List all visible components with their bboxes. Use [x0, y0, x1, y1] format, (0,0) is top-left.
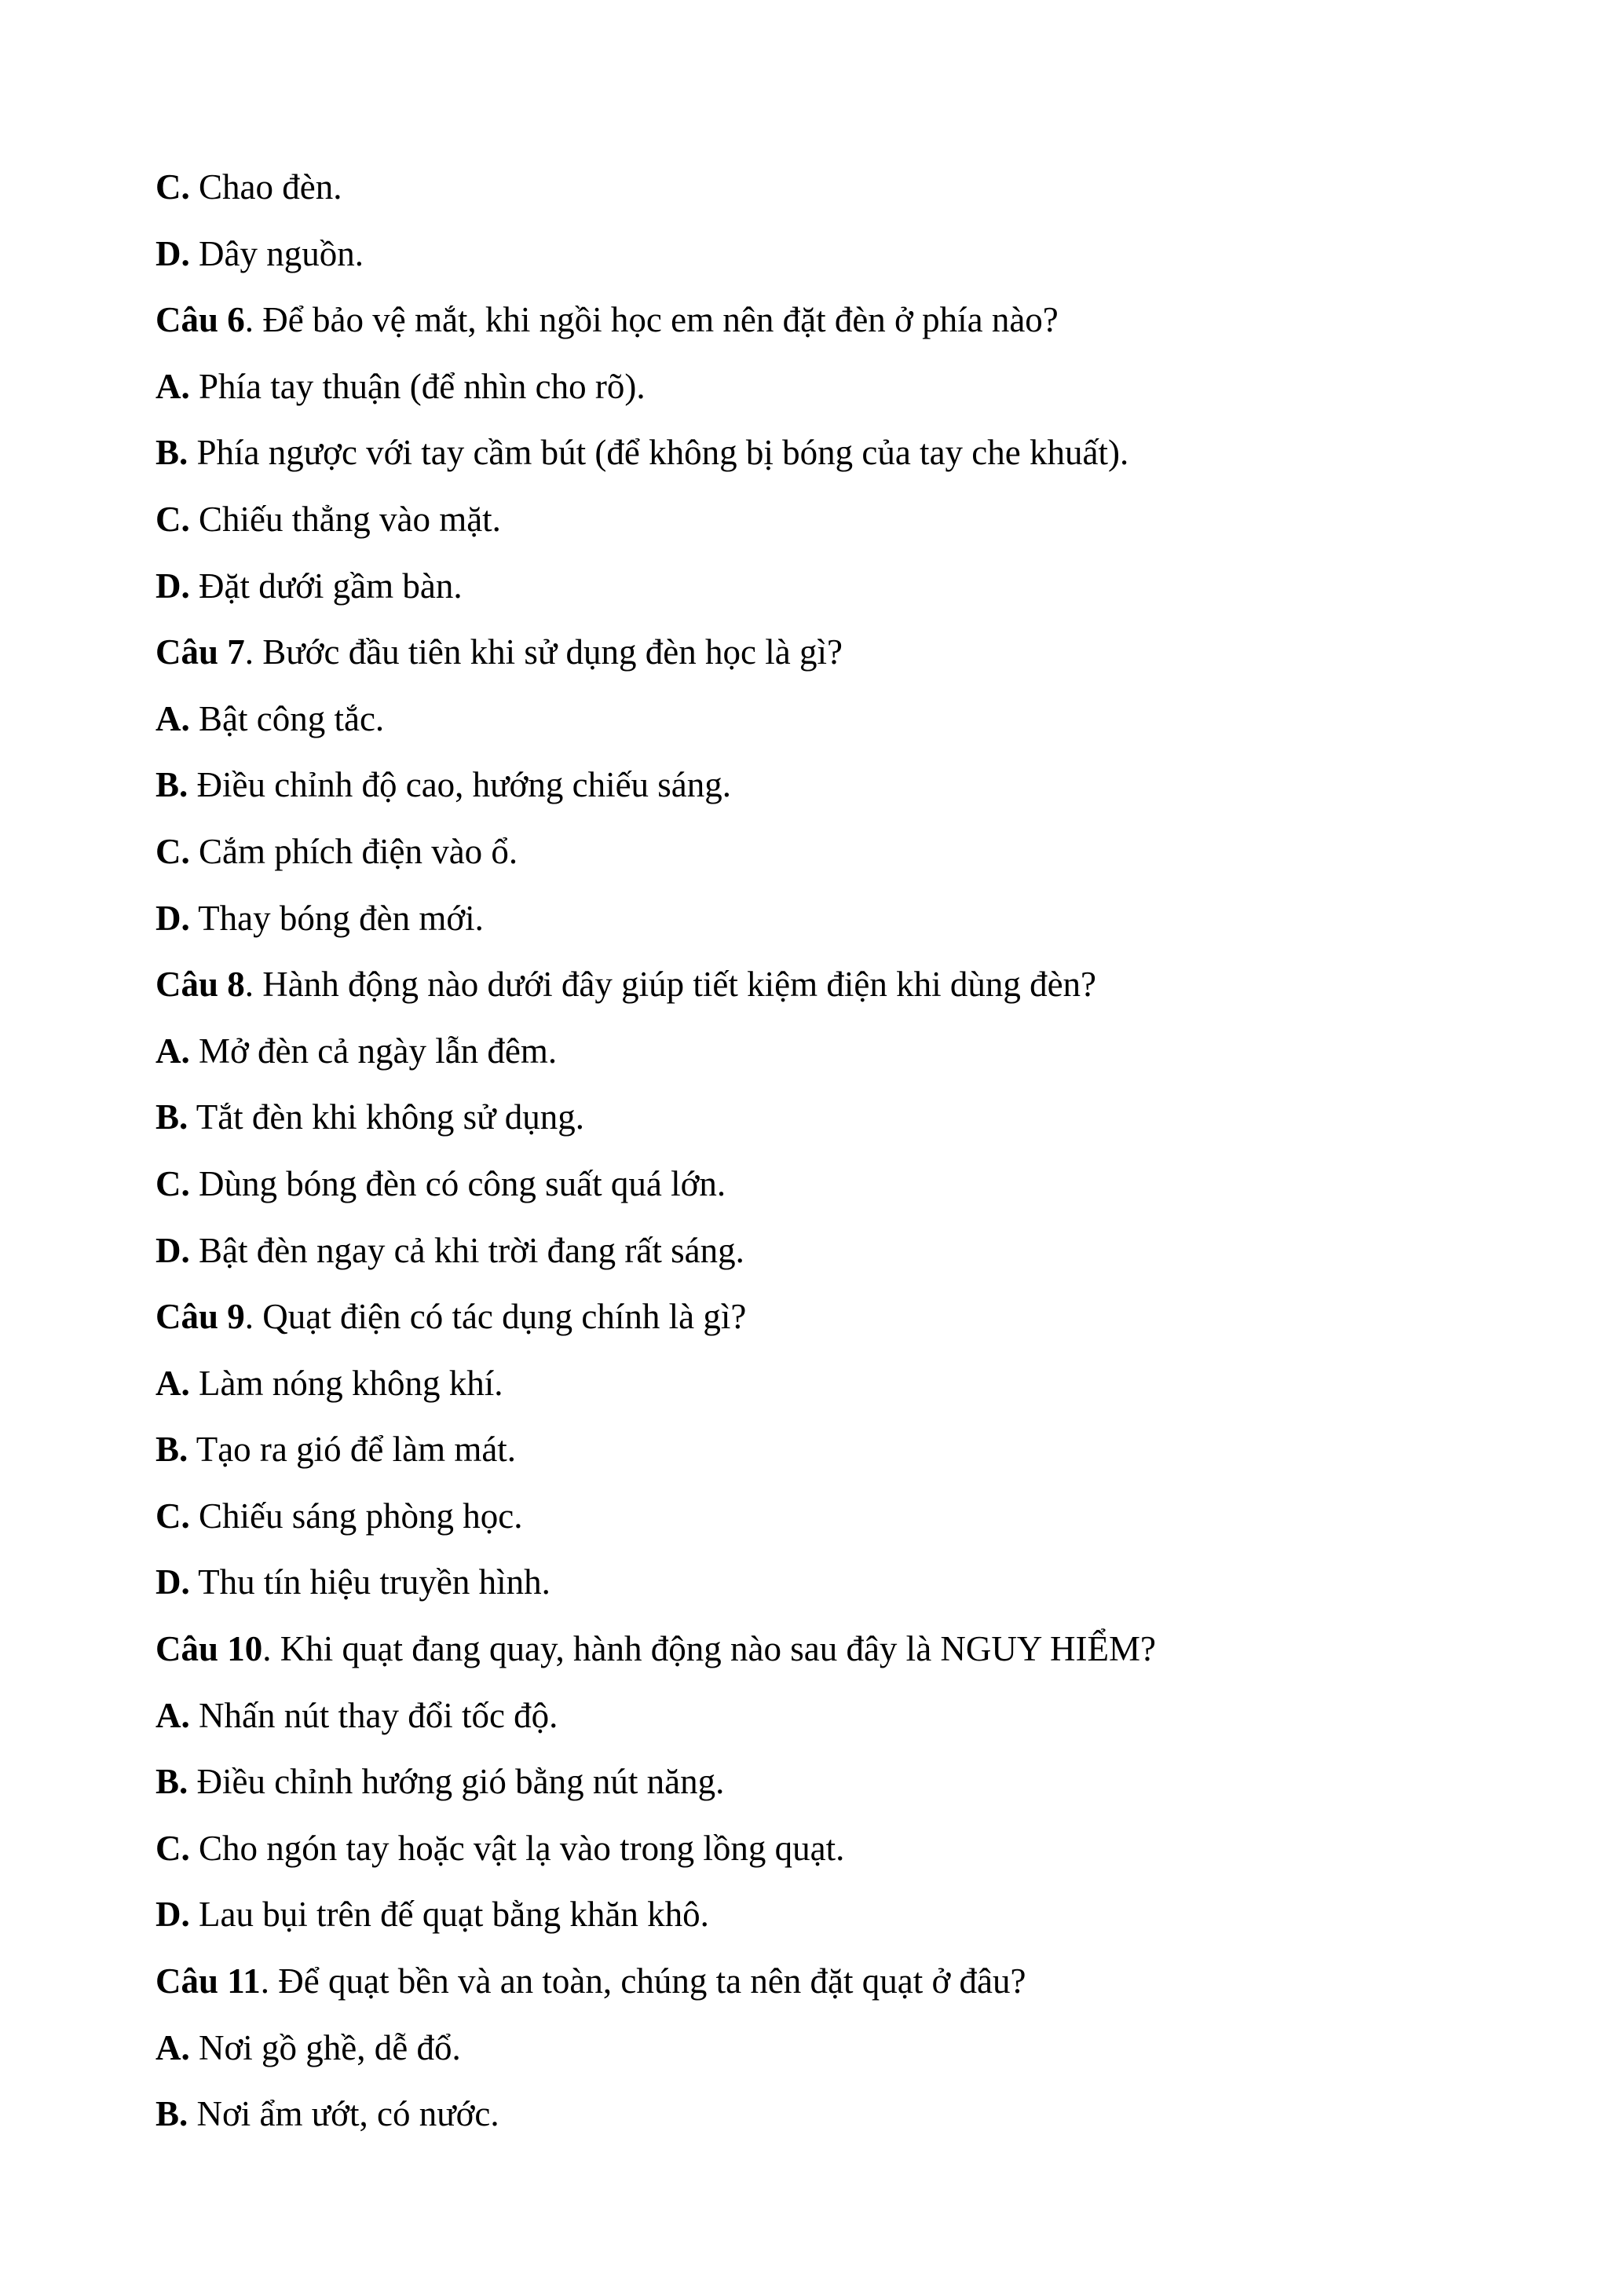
option-letter: D. [155, 1230, 190, 1270]
option-text: Thu tín hiệu truyền hình. [189, 1562, 550, 1602]
question-label: Câu 11 [155, 1961, 261, 2001]
question-line [155, 1948, 1506, 2015]
option-text: Điều chỉnh độ cao, hướng chiếu sáng. [188, 765, 732, 805]
question-line [155, 1616, 1506, 1683]
question-line [155, 287, 1506, 353]
option-letter: C. [155, 1163, 190, 1203]
option-line [155, 154, 1506, 221]
option-line [155, 1683, 1506, 1749]
option-letter: D. [155, 1895, 190, 1935]
option-letter: C. [155, 1496, 190, 1536]
question-text: . Khi quạt đang quay, hành động nào sau đây là NGUY HIỂM? [262, 1629, 1156, 1669]
option-text: Phía ngược với tay cầm bút (để không bị bóng của tay che khuất). [188, 433, 1129, 473]
option-text: Bật công tắc. [189, 698, 385, 738]
option-line [155, 1483, 1506, 1550]
option-letter: B. [155, 433, 188, 473]
option-letter: B. [155, 2094, 188, 2134]
option-text: Tắt đèn khi không sử dụng. [188, 1097, 585, 1137]
option-letter: D. [155, 1562, 190, 1602]
option-letter: B. [155, 765, 188, 805]
option-line [155, 1084, 1506, 1151]
question-text: . Để bảo vệ mắt, khi ngồi học em nên đặt đèn ở phía nào? [244, 300, 1059, 340]
option-line [155, 486, 1506, 553]
option-line [155, 553, 1506, 620]
option-line [155, 818, 1506, 885]
option-line [155, 353, 1506, 420]
option-text: Chiếu thẳng vào mặt. [189, 499, 501, 539]
option-letter: A. [155, 1695, 190, 1735]
option-letter: C. [155, 831, 190, 871]
option-text: Nơi ẩm ướt, có nước. [188, 2094, 499, 2134]
option-letter: B. [155, 1097, 188, 1137]
option-letter: C. [155, 167, 190, 207]
option-letter: A. [155, 1031, 190, 1071]
option-line [155, 1416, 1506, 1483]
option-letter: A. [155, 2027, 190, 2067]
question-line [155, 1283, 1506, 1350]
option-letter: A. [155, 366, 190, 406]
option-line [155, 1549, 1506, 1616]
option-text: Phía tay thuận (để nhìn cho rõ). [189, 366, 646, 406]
quiz-content [155, 154, 1506, 2148]
option-text: Bật đèn ngay cả khi trời đang rất sáng. [189, 1230, 744, 1270]
option-letter: C. [155, 1828, 190, 1868]
question-text: . Hành động nào dưới đây giúp tiết kiệm điện khi dùng đèn? [244, 965, 1097, 1005]
option-line [155, 885, 1506, 952]
option-text: Mở đèn cả ngày lẫn đêm. [189, 1031, 558, 1071]
option-text: Thay bóng đèn mới. [189, 898, 484, 938]
option-letter: B. [155, 1430, 188, 1470]
option-letter: D. [155, 898, 190, 938]
question-text: . Bước đầu tiên khi sử dụng đèn học là gì? [244, 632, 843, 672]
option-text: Cho ngón tay hoặc vật lạ vào trong lồng quạt. [189, 1828, 845, 1868]
option-line [155, 1151, 1506, 1218]
option-line [155, 1018, 1506, 1085]
option-text: Lau bụi trên đế quạt bằng khăn khô. [189, 1895, 709, 1935]
option-line [155, 1881, 1506, 1948]
option-text: Dùng bóng đèn có công suất quá lớn. [189, 1163, 726, 1203]
question-label: Câu 9 [155, 1297, 245, 1337]
option-text: Điều chỉnh hướng gió bằng nút năng. [188, 1762, 725, 1802]
option-line [155, 2015, 1506, 2082]
question-label: Câu 8 [155, 965, 245, 1005]
question-text: . Quạt điện có tác dụng chính là gì? [244, 1297, 747, 1337]
option-text: Cắm phích điện vào ổ. [189, 831, 518, 871]
question-line [155, 951, 1506, 1018]
option-letter: D. [155, 233, 190, 273]
option-letter: A. [155, 698, 190, 738]
question-label: Câu 6 [155, 300, 245, 340]
option-line [155, 752, 1506, 818]
option-line [155, 221, 1506, 287]
option-line [155, 1350, 1506, 1417]
question-label: Câu 7 [155, 632, 245, 672]
option-text: Chiếu sáng phòng học. [189, 1496, 523, 1536]
option-text: Làm nóng không khí. [189, 1363, 503, 1403]
option-letter: C. [155, 499, 190, 539]
option-text: Nơi gồ ghề, dễ đổ. [189, 2027, 461, 2067]
option-text: Đặt dưới gầm bàn. [189, 566, 463, 606]
option-letter: A. [155, 1363, 190, 1403]
option-letter: D. [155, 566, 190, 606]
option-line [155, 686, 1506, 753]
question-text: . Để quạt bền và an toàn, chúng ta nên đặt quạt ở đâu? [260, 1961, 1026, 2001]
option-text: Chao đèn. [189, 167, 342, 207]
option-text: Nhấn nút thay đổi tốc độ. [189, 1695, 558, 1735]
question-line [155, 619, 1506, 686]
option-text: Tạo ra gió để làm mát. [188, 1430, 517, 1470]
option-line [155, 2081, 1506, 2148]
option-line [155, 1815, 1506, 1882]
option-letter: B. [155, 1762, 188, 1802]
option-line [155, 419, 1506, 486]
option-line [155, 1749, 1506, 1815]
option-text: Dây nguồn. [189, 233, 364, 273]
option-line [155, 1218, 1506, 1284]
question-label: Câu 10 [155, 1629, 263, 1669]
